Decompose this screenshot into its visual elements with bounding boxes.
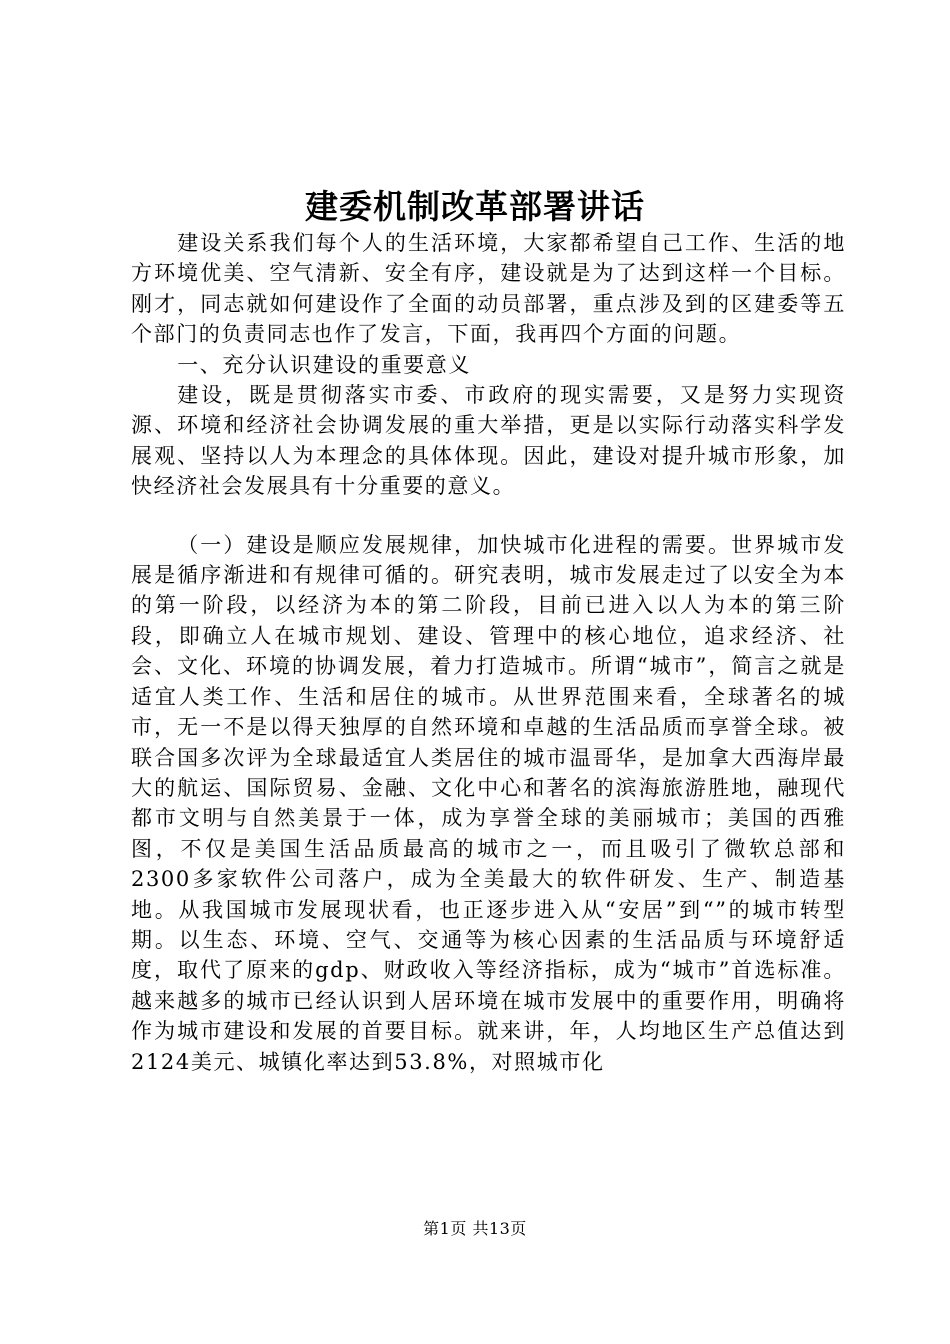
page-footer: 第1页 共13页 bbox=[423, 1219, 527, 1238]
document-body bbox=[131, 228, 846, 1077]
section-heading: 一、充分认识建设的重要意义 bbox=[177, 352, 471, 377]
paragraph-significance: 建设，既是贯彻落实市委、市政府的现实需要，又是努力实现资源、环境和经济社会协调发展的重大举措，更是以实际行动落实科学发展观、坚持以人为本理念的具体体现。因此，建设对提升城市形象，加快经济社会发展具有十分重要的意义。 bbox=[131, 383, 846, 499]
document-title: 建委机制改革部署讲话 bbox=[305, 187, 645, 226]
paragraph-intro: 建设关系我们每个人的生活环境，大家都希望自己工作、生活的地方环境优美、空气清新、安全有序，建设就是为了达到这样一个目标。刚才，同志就如何建设作了全面的动员部署，重点涉及到的区建委等五个部门的负责同志也作了发言，下面，我再四个方面的问题。 bbox=[131, 231, 846, 347]
paragraph-subsection-one: （一）建设是顺应发展规律，加快城市化进程的需要。世界城市发展是循序渐进和有规律可循的。研究表明，城市发展走过了以安全为本的第一阶段，以经济为本的第二阶段，目前已进入以人为本的第三阶段，即确立人在城市规划、建设、管理中的核心地位，追求经济、社会、文化、环境的协调发展，着力打造城市。所谓“城市”，简言之就是适宜人类工作、生活和居住的城市。从世界范围来看，全球著名的城市，无一不是以得天独厚的自然环境和卓越的生活品质而享誉全球。被联合国多次评为全球最适宜人类居住的城市温哥华，是加拿大西海岸最大的航运、国际贸易、金融、文化中心和著名的滨海旅游胜地，融现代都市文明与自然美景于一体，成为享誉全球的美丽城市；美国的西雅图，不仅是美国生活品质最高的城市之一，而且吸引了微软总部和2300多家软件公司落户，成为全美最大的软件研发、生产、制造基地。从我国城市发展现状看，也正逐步进入从“安居”到“”的城市转型期。以生态、环境、空气、交通等为核心因素的生活品质与环境舒适度，取代了原来的gdp、财政收入等经济指标，成为“城市”首选标准。越来越多的城市已经认识到人居环境在城市发展中的重要作用，明确将作为城市建设和发展的首要目标。就来讲，年，人均地区生产总值达到2124美元、城镇化率达到53.8%，对照城市化 bbox=[131, 532, 846, 1074]
